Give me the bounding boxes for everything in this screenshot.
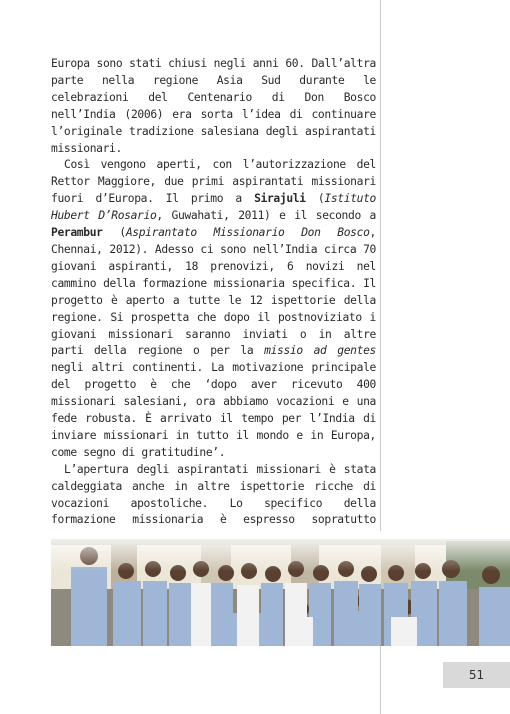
paragraph-1: Europa sono stati chiusi negli anni 60. Dall’altra parte nella regione Asia Sud durante le celebrazioni del Centenario di Don Bosco nell’India (2006) era sorta l’idea di continuare l’originale tradizione salesiana degli aspirantati missionari. [51,57,376,155]
place-perambur: Perambur [51,226,103,240]
page-number: 51 [468,668,485,682]
group-photo [51,531,510,646]
missio-ad-gentes: missio ad gentes [264,344,376,358]
place-sirajuli: Sirajuli [254,192,306,206]
page-number-box [443,662,510,688]
aspirantate-name: Aspirantato Missionario Don Bosco [125,226,370,240]
paragraph-3: L’apertura degli aspirantati missionari è stata caldeggiata anche in altre ispettorie ricche di vocazioni apostoliche. Lo specifico della formazione missionaria è espresso sopratutto [51,462,376,631]
institute-name: Istituto Hubert D’Rosario [51,192,377,223]
paragraph-2: Così vengono aperti, con l’autorizzazione del Rettor Maggiore, due primi aspirantati missionari fuori d’Europa. Il primo a Sirajuli (Istituto Hubert D’Rosario, Guwahati, 2011) e il secondo a Perambur (Aspirantato Missionario Don Bosco, Chennai, 2012). Adesso ci sono nell’India circa 70 giovani aspiranti, 18 prenovizi, 6 novizi nel cammino della formazione missionaria specifica. Il progetto è aperto a tutte le 12 ispettorie della regione. Si prospetta che dopo il postnoviziato i giovani missionari saranno inviati o in altre parti della regione o per la missio ad gentes negli altri continenti. La motivazione principale del progetto è che ‘dopo aver ricevuto 400 missionari salesiani, ora abbiamo vocazioni e una fede robusta. È arrivato il tempo per l’India di inviare missionari in tutto il mondo e in Europa, come segno di gratitudine’. [51,158,377,459]
